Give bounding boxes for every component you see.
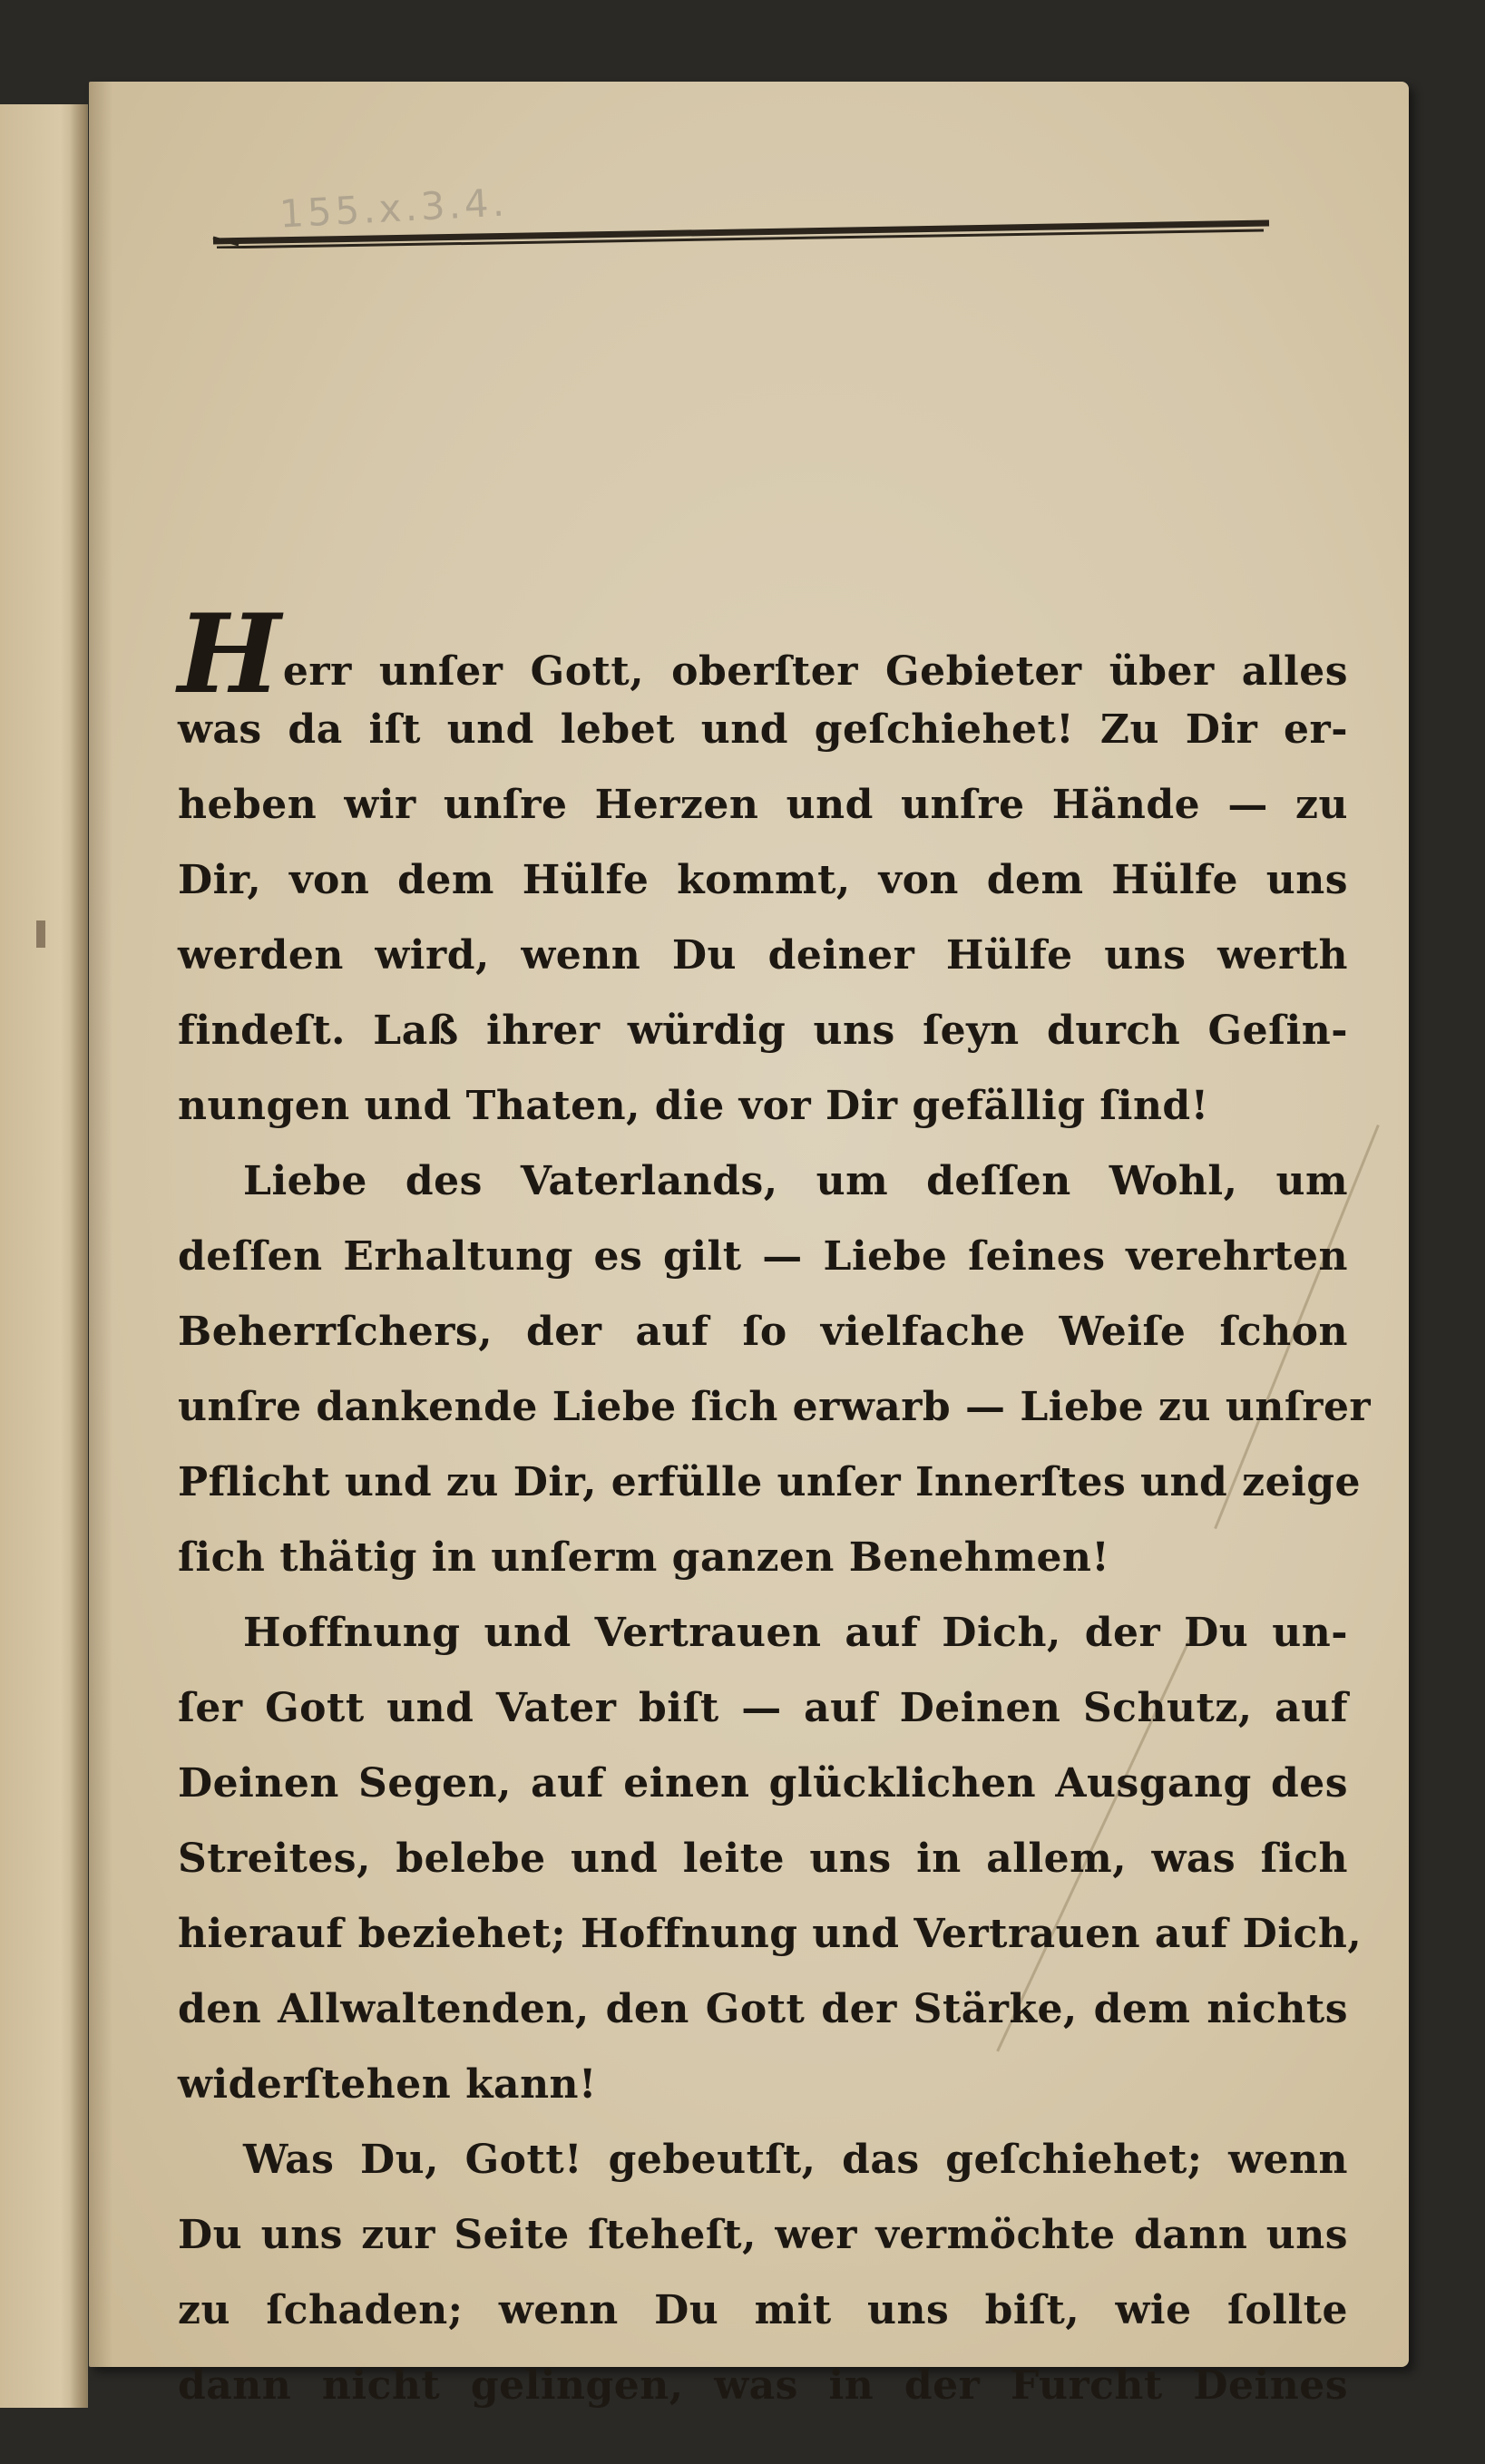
text-line bbox=[178, 2047, 1348, 2122]
line-text: Liebe des Vaterlands, um deſſen Wohl, um bbox=[243, 1158, 1348, 1204]
line-text: was da iſt und lebet und geſchiehet! Zu Dir er- bbox=[178, 706, 1348, 753]
text-line bbox=[178, 1068, 1348, 1144]
text-line bbox=[178, 1445, 1362, 1520]
rule-line-graphic bbox=[211, 218, 1271, 248]
prayer-text bbox=[178, 590, 1372, 2423]
line-text: Was Du, Gott! gebeutſt, das geſchiehet; wenn bbox=[243, 2137, 1348, 2183]
text-line bbox=[178, 918, 1348, 993]
line-text: Hoffnung und Vertrauen auf Dich, der Du un- bbox=[243, 1610, 1348, 1656]
line-text: Pflicht und zu Dir, erfülle unſer Innerſtes und zeige bbox=[178, 1459, 1362, 1505]
line-text: Du uns zur Seite ſteheſt, wer vermöchte dann uns bbox=[178, 2212, 1348, 2258]
text-line bbox=[178, 1670, 1348, 1746]
ink-mark bbox=[36, 920, 45, 948]
line-text: deſſen Erhaltung es gilt — Liebe ſeines verehrten bbox=[178, 1233, 1348, 1280]
text-line bbox=[178, 2348, 1348, 2423]
line-text: Streites, belebe und leite uns in allem, was ſich bbox=[178, 1836, 1348, 1882]
decorative-rule bbox=[211, 218, 1271, 248]
text-line bbox=[178, 2197, 1348, 2273]
text-line bbox=[178, 1746, 1348, 1821]
pencil-shelfmark: 155.x.3.4. bbox=[278, 180, 509, 237]
line-text: Deinen Segen, auf einen glücklichen Ausgang des bbox=[178, 1760, 1348, 1807]
line-text: unſre dankende Liebe ſich erwarb — Liebe zu unſrer bbox=[178, 1384, 1372, 1430]
line-text: ſer Gott und Vater biſt — auf Deinen Schutz, auf bbox=[178, 1685, 1348, 1731]
line-text: findeſt. Laß ihrer würdig uns ſeyn durch Geſin- bbox=[178, 1008, 1348, 1054]
text-line bbox=[178, 1294, 1348, 1369]
line-text: den Allwaltenden, den Gott der Stärke, dem nichts bbox=[178, 1986, 1348, 2032]
text-line bbox=[178, 1219, 1348, 1294]
line-text: err unſer Gott, oberſter Gebieter über alles bbox=[282, 648, 1348, 695]
text-line bbox=[178, 993, 1348, 1068]
text-line bbox=[178, 1595, 1348, 1670]
line-text: ſich thätig in unſerm ganzen Benehmen! bbox=[178, 1534, 1110, 1581]
line-text: zu ſchaden; wenn Du mit uns biſt, wie ſollte bbox=[178, 2287, 1348, 2333]
line-text: werden wird, wenn Du deiner Hülfe uns werth bbox=[178, 932, 1348, 979]
text-line bbox=[178, 1972, 1348, 2047]
text-line bbox=[178, 692, 1348, 767]
text-line bbox=[178, 2122, 1348, 2197]
facing-page-edge bbox=[0, 104, 88, 2408]
line-text: hierauf beziehet; Hoffnung und Vertrauen auf Dich, bbox=[178, 1911, 1363, 1957]
line-text: widerſtehen kann! bbox=[178, 2061, 597, 2108]
line-text: Beherrſchers, der auf ſo vielfache Weiſe ſchon bbox=[178, 1309, 1348, 1355]
line-text: heben wir unſre Herzen und unſre Hände — zu bbox=[178, 782, 1348, 828]
text-line bbox=[178, 1520, 1348, 1595]
book-page bbox=[89, 82, 1409, 2409]
text-line bbox=[178, 767, 1348, 842]
text-line bbox=[178, 1896, 1363, 1972]
text-line bbox=[178, 842, 1348, 918]
text-line bbox=[178, 1144, 1348, 1219]
line-text: nungen und Thaten, die vor Dir gefällig ſind! bbox=[178, 1083, 1209, 1129]
spine-shadow bbox=[70, 104, 86, 2408]
line-text: Dir, von dem Hülfe kommt, von dem Hülfe uns bbox=[178, 857, 1348, 903]
text-line bbox=[178, 590, 1348, 718]
drop-cap: H bbox=[178, 590, 281, 718]
text-line bbox=[178, 1821, 1348, 1896]
text-line bbox=[178, 1369, 1372, 1445]
text-line bbox=[178, 2273, 1348, 2348]
line-text: dann nicht gelingen, was in der Furcht Deines bbox=[178, 2362, 1348, 2409]
